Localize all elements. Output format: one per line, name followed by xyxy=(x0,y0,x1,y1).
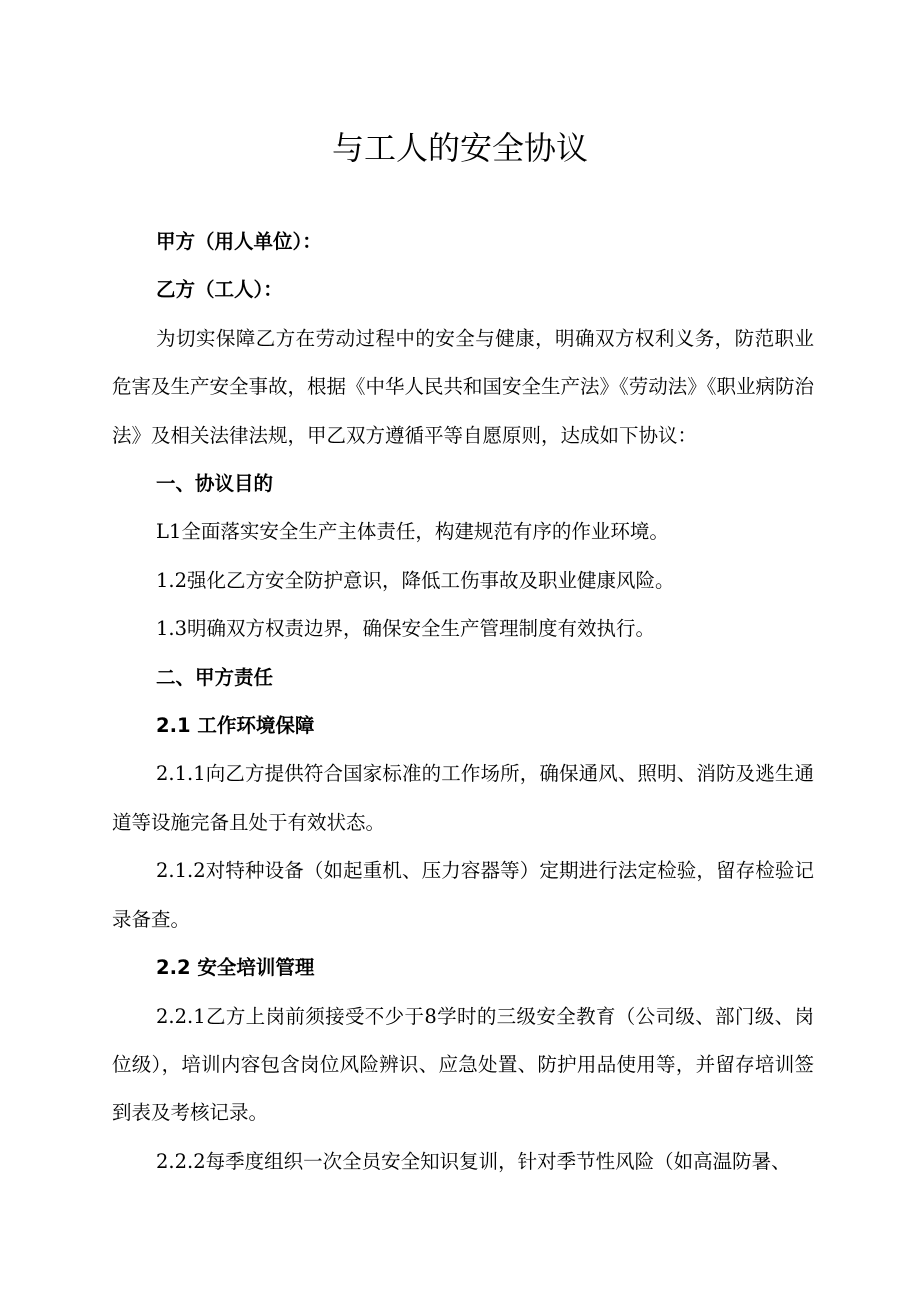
section-2-heading: 二、甲方责任 xyxy=(156,665,274,689)
preamble-paragraph: 为切实保障乙方在劳动过程中的安全与健康，明确双方权利义务，防范职业危害及生产安全事故，根据《中华人民共和国安全生产法》《劳动法》《职业病防治法》及相关法律法规，甲乙双方遵循平等自愿原则，达成如下协议： xyxy=(112,326,815,447)
document-body xyxy=(112,218,814,1186)
party-b-label: 乙方（工人）： xyxy=(156,278,283,302)
subsection-2-1-heading: 2.1 工作环境保障 xyxy=(156,714,315,738)
clause-1-2: 1.2强化乙方安全防护意识，降低工伤事故及职业健康风险。 xyxy=(156,568,675,592)
section-1-heading: 一、协议目的 xyxy=(156,472,274,496)
document-title: 与工人的安全协议 xyxy=(331,129,588,167)
subsection-2-2-heading: 2.2 安全培训管理 xyxy=(156,956,315,980)
party-a-label: 甲方（用人单位）： xyxy=(156,230,322,253)
clause-2-1-2: 2.1.2对特种设备（如起重机、压力容器等）定期进行法定检验，留存检验记录备查。 xyxy=(112,859,814,931)
clause-2-1-1: 2.1.1向乙方提供符合国家标准的工作场所，确保通风、照明、消防及逃生通道等设施完备且处于有效状态。 xyxy=(112,762,814,834)
clause-1-3: 1.3明确双方权责边界，确保安全生产管理制度有效执行。 xyxy=(156,617,656,641)
clause-1-1: L1全面落实安全生产主体责任，构建规范有序的作业环境。 xyxy=(156,520,669,544)
clause-2-2-1: 2.2.1乙方上岗前须接受不少于8学时的三级安全教育（公司级、部门级、岗位级），培训内容包含岗位风险辨识、应急处置、防护用品使用等，并留存培训签到表及考核记录。 xyxy=(112,1004,814,1125)
clause-2-2-2: 2.2.2每季度组织一次全员安全知识复训，针对季节性风险（如高温防暑、 xyxy=(156,1149,791,1173)
